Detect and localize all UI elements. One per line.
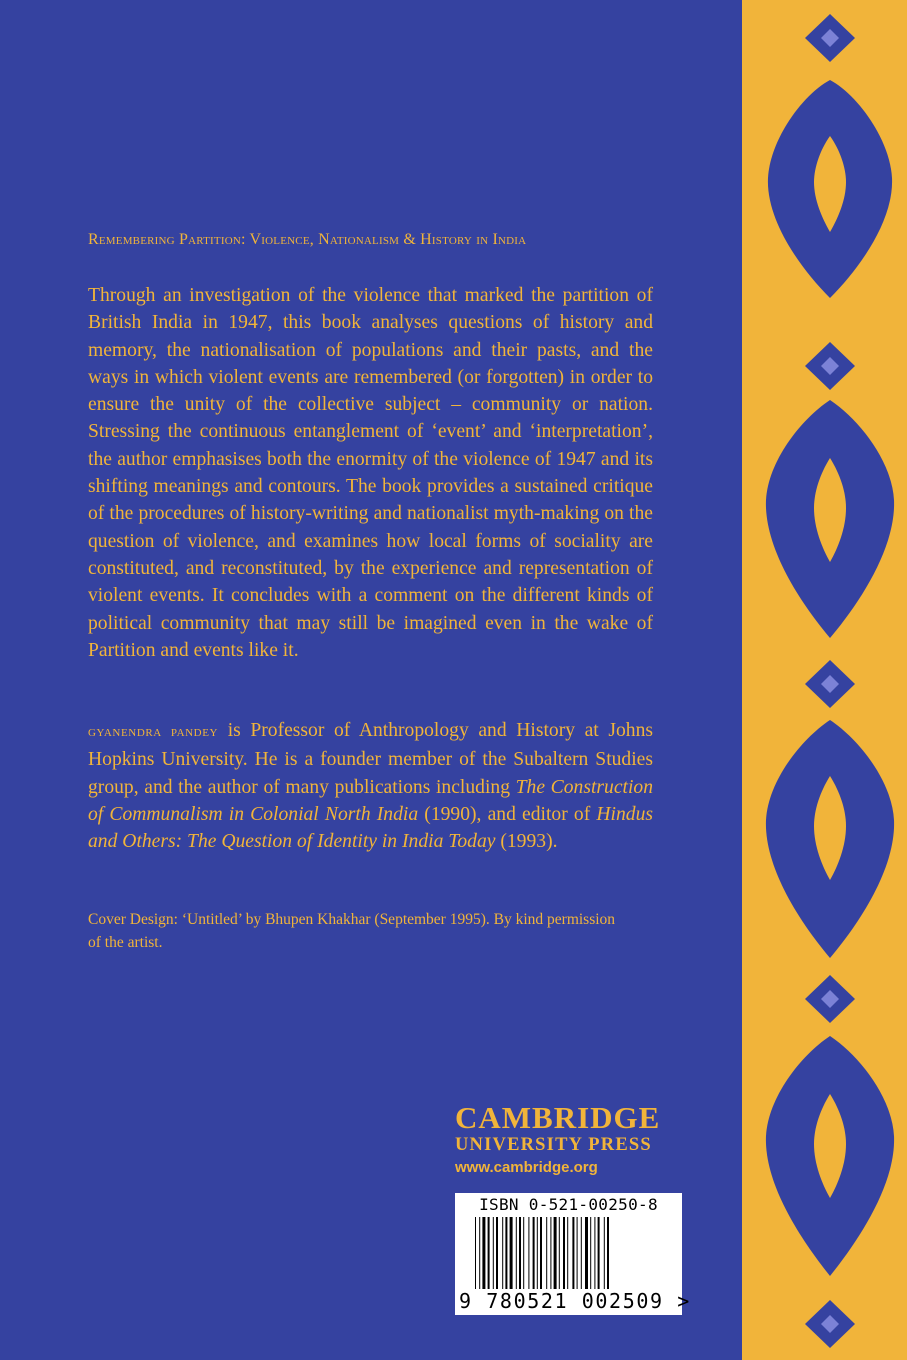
barcode-bar bbox=[594, 1217, 595, 1289]
decorative-border bbox=[742, 0, 907, 1360]
barcode-bar bbox=[577, 1217, 578, 1289]
barcode-bar bbox=[585, 1217, 588, 1289]
bio-text: (1993). bbox=[495, 831, 558, 853]
author-bio bbox=[88, 717, 653, 855]
barcode-bar bbox=[516, 1217, 517, 1289]
barcode-bar bbox=[502, 1217, 503, 1289]
barcode-bar bbox=[563, 1217, 565, 1289]
book-blurb: Through an investigation of the violence that marked the partition of British India in 1947, this book analyses questions of history and memory, the nationalisation of populations and their pasts, and the ways in which violent events are remembered (or forgotten) in order to ensure the unity of the collective subject – community or nation. Stressing the continuous entanglement of ‘event’ and ‘interpretation’, the author emphasises both the enormity of the violence of 1947 and its shifting meanings and contours. The book provides a sustained critique of the procedures of history-writing and nationalist myth-making on the question of violence, and examines how local forms of sociality are constituted, and reconstituted, by the experience and representation of violent events. It concludes with a comment on the different kinds of political community that may still be imagined even in the wake of Partition and events like it. bbox=[88, 285, 653, 661]
barcode-bar bbox=[523, 1217, 524, 1289]
barcode-bar bbox=[598, 1217, 600, 1289]
barcode-bar bbox=[559, 1217, 560, 1289]
barcode-bar bbox=[540, 1217, 542, 1289]
publisher-subname: UNIVERSITY PRESS bbox=[455, 1135, 652, 1155]
book-title-reference: The Construction of Communalism in Colonial North India bbox=[88, 776, 653, 825]
diamond-ornament bbox=[805, 342, 855, 390]
barcode-bar bbox=[590, 1217, 591, 1289]
barcode-bar bbox=[554, 1217, 557, 1289]
series-title: Remembering Partition: Violence, Nationalism & History in India bbox=[88, 231, 527, 248]
cover-credit: Cover Design: ‘Untitled’ by Bhupen Khakhar (September 1995). By kind permission of the artist. bbox=[88, 911, 616, 951]
barcode-bar bbox=[546, 1217, 547, 1289]
barcode-bar bbox=[496, 1217, 498, 1289]
lozenge-ornament bbox=[768, 80, 892, 298]
barcode-bar bbox=[479, 1217, 480, 1289]
publisher-name: CAMBRIDGE bbox=[455, 1100, 661, 1135]
barcode bbox=[455, 1193, 691, 1315]
publisher-url: www.cambridge.org bbox=[455, 1159, 598, 1176]
barcode-bar bbox=[510, 1217, 513, 1289]
bio-text: is Professor of Anthropology and History at Johns Hopkins University. He is a founder member of the Subaltern Studies group, and the author of many publications including bbox=[88, 720, 653, 798]
barcode-bar bbox=[475, 1217, 476, 1289]
barcode-bar bbox=[533, 1217, 535, 1289]
barcode-bar bbox=[567, 1217, 568, 1289]
barcode-bar bbox=[581, 1217, 582, 1289]
diamond-ornament bbox=[805, 660, 855, 708]
barcode-bar bbox=[604, 1217, 605, 1289]
isbn-label: ISBN 0-521-00250-8 bbox=[479, 1195, 658, 1214]
book-title-reference: Hindus and Others: The Question of Identity in India Today bbox=[88, 803, 653, 853]
barcode-bar bbox=[488, 1217, 490, 1289]
barcode-bar bbox=[550, 1217, 551, 1289]
publisher-logo bbox=[455, 1102, 695, 1178]
author-name: gyanendra pandey bbox=[88, 724, 219, 740]
lozenge-ornament bbox=[766, 400, 894, 638]
barcode-bar bbox=[493, 1217, 494, 1289]
barcode-bar bbox=[537, 1217, 538, 1289]
diamond-ornament bbox=[805, 975, 855, 1023]
barcode-bar bbox=[607, 1217, 609, 1289]
barcode-bar bbox=[505, 1217, 507, 1289]
barcode-digits: 9 780521 002509 > bbox=[459, 1289, 691, 1313]
diamond-ornament bbox=[805, 1300, 855, 1348]
barcode-bar bbox=[528, 1217, 529, 1289]
ornament-pattern bbox=[742, 0, 907, 1360]
barcode-bar bbox=[572, 1217, 574, 1289]
bio-text: (1990), and editor of bbox=[418, 803, 597, 825]
barcode-bar bbox=[482, 1217, 485, 1289]
lozenge-ornament bbox=[766, 1036, 894, 1276]
lozenge-ornament bbox=[766, 720, 894, 958]
diamond-ornament bbox=[805, 14, 855, 62]
barcode-bar bbox=[519, 1217, 521, 1289]
